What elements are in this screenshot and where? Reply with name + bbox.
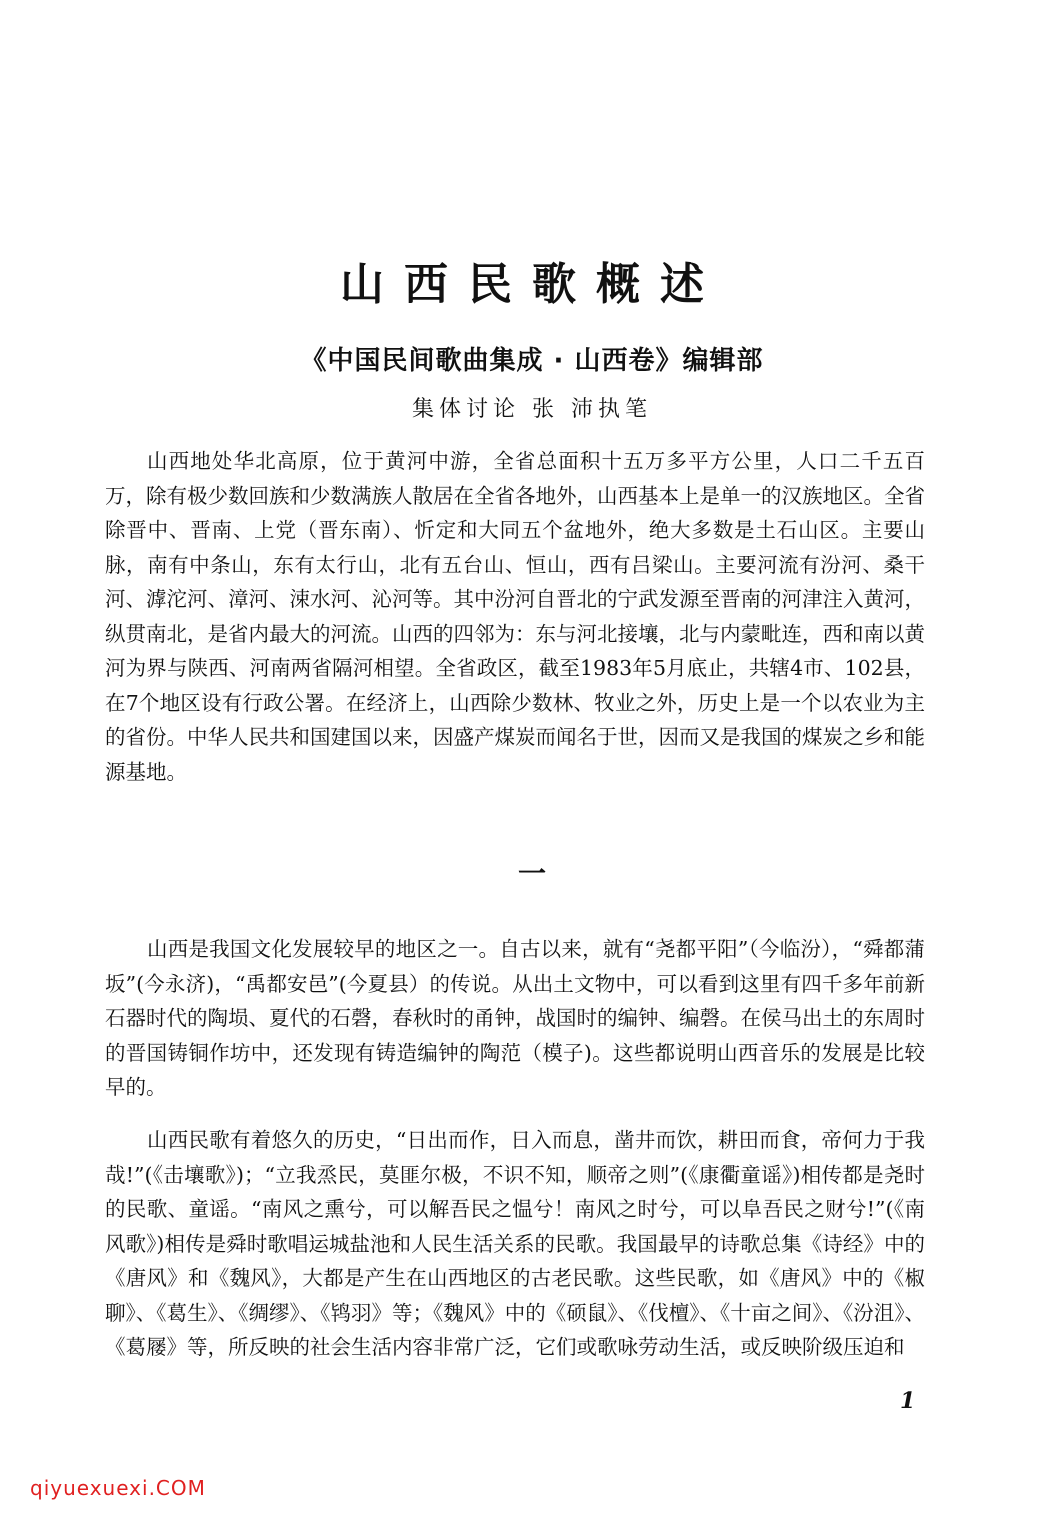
paragraph-culture-history: 山西是我国文化发展较早的地区之一。自古以来，就有“尧都平阳”（今临汾），“舜都蒲坂”(今永济)，“禹都安邑”(今夏县）的传说。从出土文物中，可以看到这里有四千多年前新石器时代的陶埙、夏代的石磬，春秋时的甬钟，战国时的编钟、编磬。在侯马出土的东周时的晋国铸铜作坊中，还发现有铸造编钟的陶范（模子)。这些都说明山西音乐的发展是比较早的。	[105, 937, 925, 1099]
section-number: 一	[517, 857, 546, 890]
page-number: 1	[900, 1388, 916, 1414]
paragraph-folk-song-history: 山西民歌有着悠久的历史，“日出而作，日入而息，凿井而饮，耕田而食，帝何力于我哉!”(《击壤歌》)；“立我烝民，莫匪尔极，不识不知，顺帝之则”(《康衢童谣》)相传都是尧时的民歌、童谣。“南风之熏兮，可以解吾民之愠兮！南风之时兮，可以阜吾民之财兮!”(《南风歌》)相传是舜时歌唱运城盐池和人民生活关系的民歌。我国最早的诗歌总集《诗经》中的《唐风》和《魏风》，大都是产生在山西地区的古老民歌。这些民歌，如《唐风》中的《椒聊》、《葛生》、《绸缪》、《鸨羽》等；《魏风》中的《硕鼠》、《伐檀》、《十亩之间》、《汾沮》、《葛屦》等，所反映的社会生活内容非常广泛，它们或歌咏劳动生活，或反映阶级压迫和	[105, 1128, 925, 1359]
paragraph-geography: 山西地处华北高原，位于黄河中游，全省总面积十五万多平方公里，人口二千五百万，除有极少数回族和少数满族人散居在全省各地外，山西基本上是单一的汉族地区。全省除晋中、晋南、上党（晋东南）、忻定和大同五个盆地外，绝大多数是土石山区。主要山脉，南有中条山，东有太行山，北有五台山、恒山，西有吕梁山。主要河流有汾河、桑干河、滹沱河、漳河、涑水河、沁河等。其中汾河自晋北的宁武发源至晋南的河津注入黄河，纵贯南北，是省内最大的河流。山西的四邻为：东与河北接壤，北与内蒙毗连，西和南以黄河为界与陕西、河南两省隔河相望。全省政区，截至1983年5月底止，共辖4市、102县，在7个地区设有行政公署。在经济上，山西除少数林、牧业之外，历史上是一个以农业为主的省份。中华人民共和国建国以来，因盛产煤炭而闻名于世，因而又是我国的煤炭之乡和能源基地。	[105, 449, 925, 784]
article-byline: 集体讨论 张 沛执笔	[412, 397, 652, 422]
site-watermark: qiyuexuexi.COM	[30, 1476, 206, 1500]
article-subtitle: 《中国民间歌曲集成 · 山西卷》编辑部	[300, 346, 764, 376]
article-title: 山西民歌概述	[340, 259, 724, 310]
